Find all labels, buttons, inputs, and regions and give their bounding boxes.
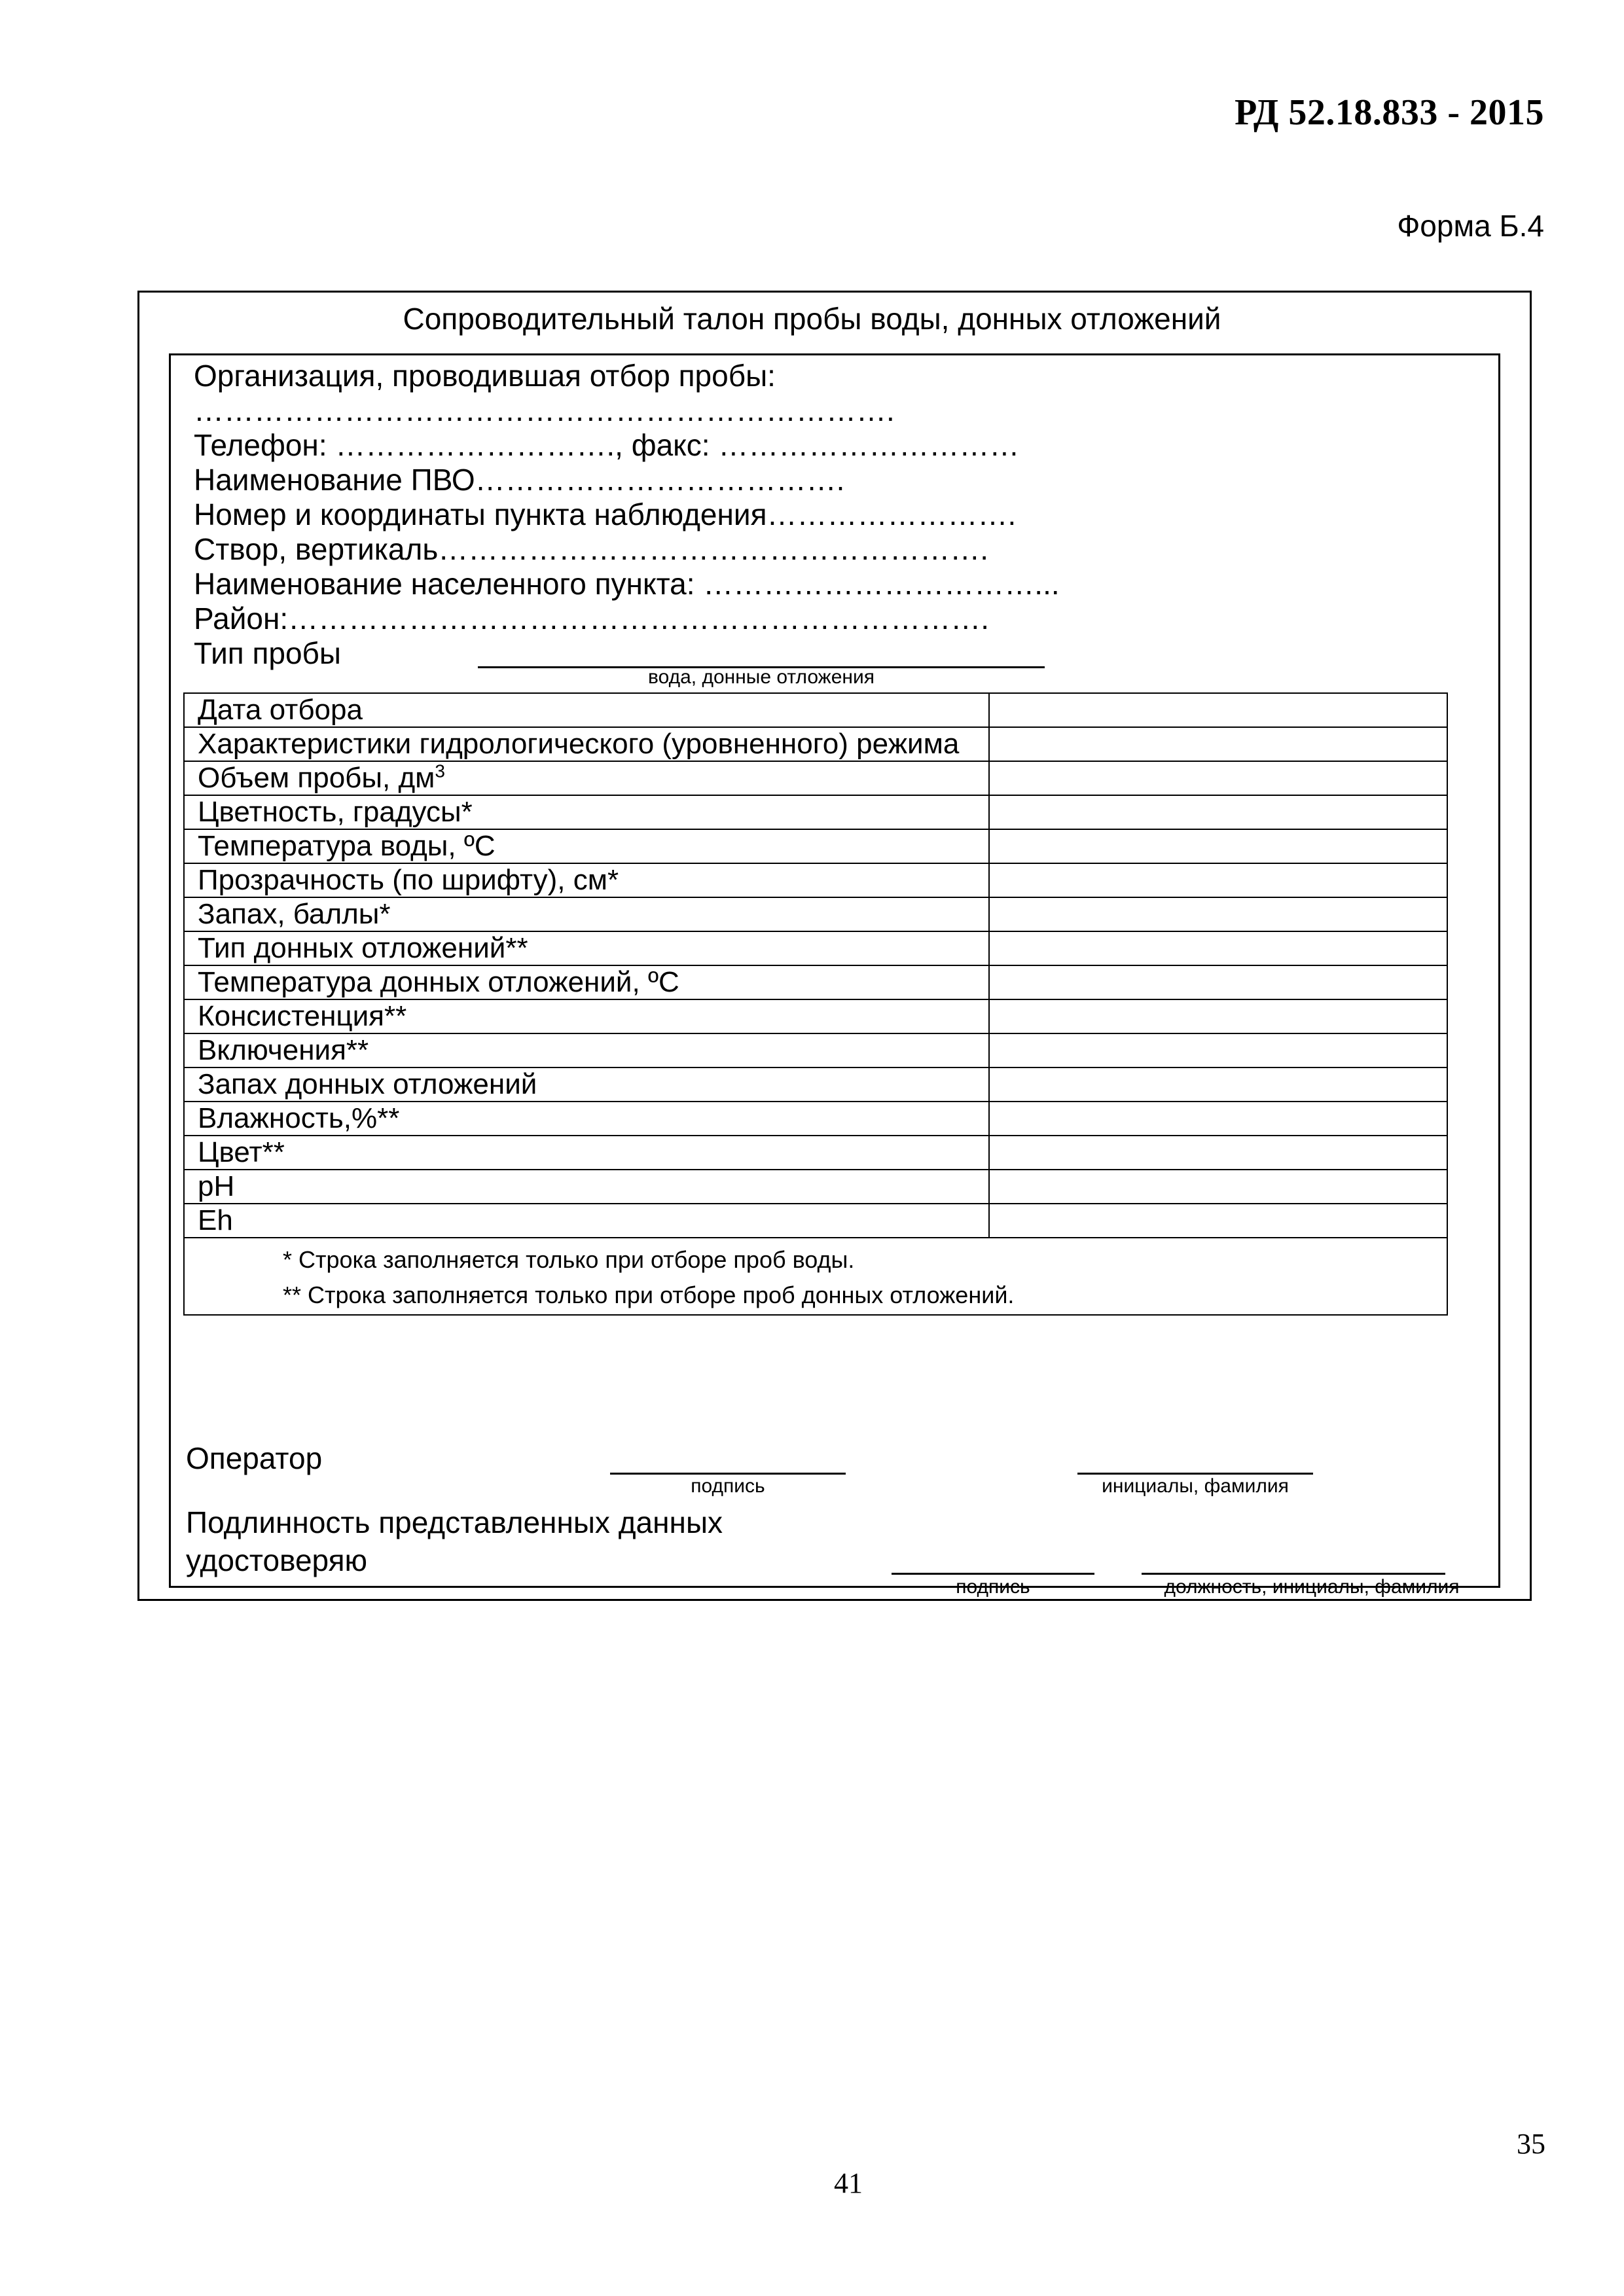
parameters-table: [183, 692, 1448, 1316]
param-value-cell[interactable]: [989, 1102, 1447, 1136]
param-label: Температура донных отложений, ºС: [184, 965, 989, 999]
operator-signature-field[interactable]: [610, 1473, 846, 1475]
table-row: [184, 931, 1447, 965]
volume-superscript: 3: [435, 761, 445, 781]
operator-initials-field[interactable]: [1077, 1473, 1313, 1475]
operator-label: Оператор: [186, 1441, 323, 1475]
table-row: [184, 1067, 1447, 1102]
table-row: [184, 1204, 1447, 1238]
table-row: [184, 897, 1447, 931]
organization-line: Организация, проводившая отбор пробы:: [194, 359, 776, 393]
table-row: [184, 965, 1447, 999]
param-value-cell[interactable]: [989, 1204, 1447, 1238]
param-value-cell[interactable]: [989, 897, 1447, 931]
param-label: Запах донных отложений: [184, 1067, 989, 1102]
certify-signature-hint: подпись: [956, 1576, 1030, 1598]
table-row: [184, 795, 1447, 829]
table-row: [184, 863, 1447, 897]
form-label: Форма Б.4: [1397, 209, 1544, 243]
param-label: pH: [184, 1170, 989, 1204]
param-value-cell[interactable]: [989, 693, 1447, 727]
table-row: [184, 829, 1447, 863]
table-row: [184, 1033, 1447, 1067]
sample-type-hint: вода, донные отложения: [647, 666, 875, 688]
param-value-cell[interactable]: [989, 829, 1447, 863]
operator-signature-hint: подпись: [691, 1475, 765, 1497]
info-lines: [194, 359, 1060, 671]
observation-point-line: Номер и координаты пункта наблюдения…………………….: [194, 497, 1017, 531]
note-sediment: ** Строка заполняется только при отборе проб донных отложений.: [283, 1282, 1015, 1308]
table-row: [184, 1136, 1447, 1170]
param-label: Запах, баллы*: [184, 897, 989, 931]
param-label: Консистенция**: [184, 999, 989, 1033]
param-label: Влажность,%**: [184, 1102, 989, 1136]
param-value-cell[interactable]: [989, 1136, 1447, 1170]
param-value-cell[interactable]: [989, 999, 1447, 1033]
pvo-name-line: Наименование ПВО……………………………….: [194, 463, 845, 497]
param-label: Характеристики гидрологического (уровненного) режима: [184, 727, 989, 761]
param-value-cell[interactable]: [989, 863, 1447, 897]
param-label-text: Объем пробы, дм: [198, 762, 435, 794]
table-row: [184, 693, 1447, 727]
param-value-cell[interactable]: [989, 727, 1447, 761]
notes-row: [184, 1238, 1447, 1315]
note-water: * Строка заполняется только при отборе проб воды.: [283, 1246, 855, 1273]
certify-label-line2: удостоверяю: [186, 1543, 368, 1577]
phone-fax-line: Телефон: ………………………., факс: …………………………: [194, 428, 1020, 462]
table-row: [184, 761, 1447, 795]
param-value-cell[interactable]: [989, 931, 1447, 965]
param-label: Включения**: [184, 1033, 989, 1067]
table-notes: [184, 1238, 1447, 1315]
organization-dots-line: …………………………………………………………….: [194, 393, 895, 427]
param-label: [184, 761, 989, 795]
section-vertical-line: Створ, вертикаль……………………………………………….: [194, 532, 989, 566]
param-label: Тип донных отложений**: [184, 931, 989, 965]
table-row: [184, 727, 1447, 761]
param-value-cell[interactable]: [989, 1170, 1447, 1204]
certify-position-field[interactable]: [1142, 1573, 1445, 1575]
form-title: Сопроводительный талон пробы воды, донных отложений: [403, 302, 1221, 336]
document-code: РД 52.18.833 - 2015: [1235, 92, 1544, 133]
param-label: Цвет**: [184, 1136, 989, 1170]
param-label: Дата отбора: [184, 693, 989, 727]
table-row: [184, 1102, 1447, 1136]
param-value-cell[interactable]: [989, 761, 1447, 795]
page-number-center: 41: [834, 2167, 863, 2199]
certify-label-line1: Подлинность представленных данных: [186, 1505, 723, 1539]
param-label: Прозрачность (по шрифту), см*: [184, 863, 989, 897]
district-line: Район:…………………………………………………………….: [194, 601, 989, 636]
param-label: Eh: [184, 1204, 989, 1238]
param-label: Цветность, градусы*: [184, 795, 989, 829]
param-value-cell[interactable]: [989, 1033, 1447, 1067]
page-number-right: 35: [1517, 2128, 1545, 2160]
table-row: [184, 999, 1447, 1033]
settlement-line: Наименование населенного пункта: ……………………………...: [194, 567, 1060, 601]
certify-signature-field[interactable]: [892, 1573, 1094, 1575]
certify-position-hint: должность, инициалы, фамилия: [1164, 1576, 1460, 1598]
param-label: Температура воды, ºС: [184, 829, 989, 863]
param-value-cell[interactable]: [989, 965, 1447, 999]
param-value-cell[interactable]: [989, 795, 1447, 829]
sample-type-label: Тип пробы: [194, 636, 341, 670]
table-row: [184, 1170, 1447, 1204]
param-value-cell[interactable]: [989, 1067, 1447, 1102]
operator-initials-hint: инициалы, фамилия: [1102, 1475, 1289, 1497]
